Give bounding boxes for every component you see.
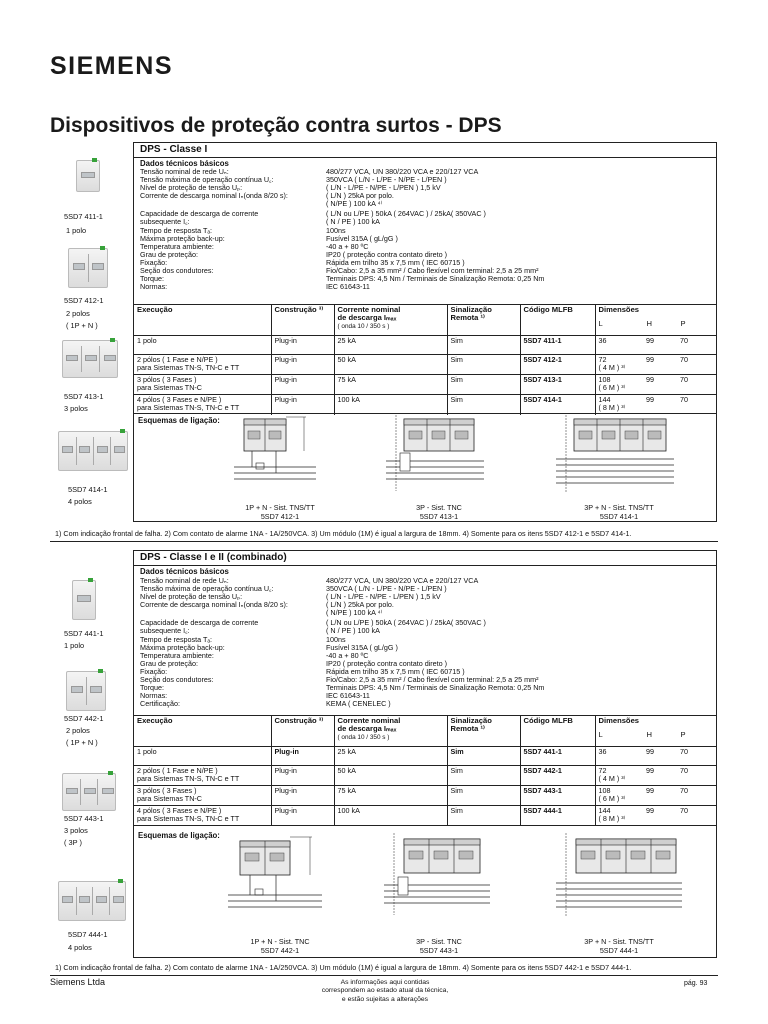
col-corrente-3: ( onda 10 / 350 s ): [337, 733, 390, 741]
diagram-caption-2: 5SD7 443-1: [419, 946, 459, 955]
esquemas-label: Esquemas de ligação:: [138, 831, 220, 840]
cell-l: [595, 336, 643, 355]
cell-h: 99: [643, 375, 677, 395]
cell-sin: Sim: [447, 336, 520, 355]
diagram-caption-1: 3P + N - Sist. TNS/TT: [584, 503, 654, 512]
l-modules: ( 8 M ) ³⁾: [598, 814, 626, 824]
table-row: [134, 786, 717, 806]
dim-h: H: [646, 730, 652, 740]
spec-value: Terminais DPS: 4,5 Nm / Terminais de Sinalização Remota: 0,25 Nm: [326, 274, 545, 283]
dim-l: L: [598, 319, 603, 329]
cell-p: 70: [677, 355, 717, 375]
diagram-caption: [384, 937, 494, 955]
cell-constr: Plug-in: [271, 395, 334, 415]
dados-title: Dados técnicos básicos: [140, 159, 229, 168]
cell-h: 99: [643, 336, 677, 355]
col-corrente-1: Corrente nominal: [337, 305, 401, 314]
cell-constr: Plug-in: [271, 336, 334, 355]
cell-l: [595, 766, 643, 786]
cell-constr: Plug-in: [271, 786, 334, 806]
cell-exec: [134, 336, 271, 355]
cell-l: [595, 747, 643, 766]
product-image-5sd7-443-1: [62, 773, 116, 811]
spec-value: 480/277 VCA, UN 380/220 VCA e 220/127 VCA: [326, 576, 479, 585]
exec-line1: 2 pólos ( 1 Fase e N/PE ): [137, 766, 218, 775]
spec-value: Rápida em trilho 35 x 7,5 mm ( IEC 60715 ): [326, 258, 465, 267]
spec-label: Seção dos condutores:: [140, 675, 214, 684]
product-code: 5SD7 412-1: [64, 296, 104, 305]
spec-value: 350VCA ( L/N - L/PE - N/PE - L/PEN ): [326, 584, 447, 593]
l-modules: ( 4 M ) ³⁾: [598, 363, 626, 373]
product-desc: 3 polos: [64, 404, 88, 413]
cell-exec: [134, 786, 271, 806]
product-code: 5SD7 414-1: [68, 485, 108, 494]
col-construcao: Construção ³⁾: [271, 716, 334, 747]
col-corrente-1: Corrente nominal: [337, 716, 401, 725]
cell-exec: [134, 355, 271, 375]
col-sinalizacao: Sinalização Remota ¹⁾: [447, 716, 520, 747]
footnotes-section2: 1) Com indicação frontal de falha. 2) Com contato de alarme 1NA - 1A/250VCA. 3) Um módulo (1M) é igual a largura de 18mm. 4) Somente para os itens 5SD7 442-1 e 5SD7 444-1.: [55, 963, 632, 972]
footer-note-1: As informações aqui contidas: [340, 979, 430, 986]
cell-corr: 75 kA: [334, 786, 447, 806]
dim-label: Dimensões: [598, 305, 640, 314]
section-rule: [50, 541, 718, 542]
exec-line2: para Sistemas TN-S, TN-C e TT: [137, 363, 240, 373]
l-value: 36: [598, 747, 607, 756]
col-corrente-2: de descarga Iₘₐₓ: [337, 724, 397, 734]
l-modules: ( 6 M ) ³⁾: [598, 383, 626, 393]
spec-label: Máxima proteção back-up:: [140, 234, 225, 243]
section-heading: DPS - Classe I e II (combinado): [134, 551, 716, 566]
table-row: [134, 766, 717, 786]
spec-label: Capacidade de descarga de corrente: [140, 618, 259, 627]
spec-label: Temperatura ambiente:: [140, 651, 214, 660]
col-execucao: Execução: [134, 305, 271, 336]
diagram-caption-1: 3P + N - Sist. TNS/TT: [584, 937, 654, 946]
cell-h: 99: [643, 395, 677, 415]
spec-value: -40 a + 80 ºC: [326, 651, 369, 660]
diagram-caption: [384, 503, 494, 521]
dim-label: Dimensões: [598, 716, 640, 725]
cell-exec: [134, 375, 271, 395]
cell-corr: 100 kA: [334, 395, 447, 415]
spec-value: ( L/N - L/PE - N/PE - L/PEN ) 1,5 kV: [326, 183, 441, 192]
spec-label: Tensão máxima de operação contínua U꜀:: [140, 584, 274, 593]
l-value: 72: [598, 355, 607, 364]
cell-l: [595, 355, 643, 375]
exec-line1: 3 pólos ( 3 Fases ): [137, 375, 197, 384]
spec-label: Capacidade de descarga de corrente: [140, 209, 259, 218]
diagram-caption-2: 5SD7 412-1: [260, 512, 300, 521]
spec-label: Fixação:: [140, 258, 168, 267]
col-construcao: Construção ³⁾: [271, 305, 334, 336]
table-row: [134, 375, 717, 395]
cell-cod: 5SD7 442-1: [520, 766, 595, 786]
spec-value: ( N / PE ) 100 kA: [326, 217, 380, 226]
cell-corr: 25 kA: [334, 336, 447, 355]
spec-label: Grau de proteção:: [140, 250, 198, 259]
table-row: [134, 747, 717, 766]
footer-note-3: e estão sujeitas a alterações: [341, 995, 429, 1003]
cell-cod: 5SD7 441-1: [520, 747, 595, 766]
cell-exec: [134, 806, 271, 826]
diagram-caption-1: 1P + N - Sist. TNC: [250, 937, 310, 946]
spec-value: KEMA ( CENELEC ): [326, 699, 391, 708]
spec-value: IP20 ( proteção contra contato direto ): [326, 250, 448, 259]
cell-constr: Plug-in: [271, 766, 334, 786]
spec-label: Tensão máxima de operação contínua U꜀:: [140, 175, 274, 184]
spec-value: IP20 ( proteção contra contato direto ): [326, 659, 448, 668]
spec-label: subsequente I꜀:: [140, 626, 190, 635]
dim-p: P: [680, 319, 686, 329]
section-heading: DPS - Classe I: [134, 143, 716, 158]
cell-constr: Plug-in: [271, 355, 334, 375]
product-image-5sd7-441-1: [72, 580, 96, 620]
col-corrente-2: de descarga Iₘₐₓ: [337, 313, 397, 323]
cell-h: 99: [643, 806, 677, 826]
spec-value: IEC 61643-11: [326, 691, 370, 700]
specs-block: [140, 568, 715, 718]
cell-p: 70: [677, 786, 717, 806]
diagram-caption-2: 5SD7 414-1: [599, 512, 639, 521]
exec-line1: 4 pólos ( 3 Fases e N/PE ): [137, 806, 222, 815]
spec-value: Fio/Cabo: 2,5 a 35 mm² / Cabo flexível com terminal: 2,5 a 25 mm²: [326, 675, 539, 684]
l-modules: ( 8 M ) ³⁾: [598, 403, 626, 413]
spec-value: ( L/N ou L/PE ) 50kA ( 264VAC ) / 25kA( 350VAC ): [326, 618, 486, 627]
cell-l: [595, 375, 643, 395]
product-desc-2: ( 3P ): [64, 838, 82, 847]
l-value: 108: [598, 786, 611, 795]
wiring-diagram-2: [370, 829, 500, 921]
wiring-diagram-3: [542, 829, 692, 921]
product-desc: 2 polos: [66, 726, 90, 735]
spec-label: Normas:: [140, 282, 168, 291]
exec-line1: 2 pólos ( 1 Fase e N/PE ): [137, 355, 218, 364]
product-desc: 1 polo: [66, 226, 87, 235]
diagram-caption-2: 5SD7 413-1: [419, 512, 459, 521]
diagram-caption-2: 5SD7 442-1: [260, 946, 300, 955]
cell-corr: 75 kA: [334, 375, 447, 395]
spec-value: -40 a + 80 ºC: [326, 242, 369, 251]
cell-p: 70: [677, 336, 717, 355]
spec-label: Corrente de descarga nominal Iₙ(onda 8/20 s):: [140, 191, 288, 200]
diagram-caption: [220, 937, 340, 955]
product-image-5sd7-442-1: [66, 671, 106, 711]
col-codigo: Código MLFB: [520, 716, 595, 747]
spec-label: Temperatura ambiente:: [140, 242, 214, 251]
cell-corr: 50 kA: [334, 355, 447, 375]
product-images-section1: [58, 145, 132, 515]
cell-cod: 5SD7 412-1: [520, 355, 595, 375]
spec-label: Torque:: [140, 274, 164, 283]
footer-company: Siemens Ltda: [50, 977, 106, 987]
section-classe-1: [133, 142, 717, 522]
cell-corr: 25 kA: [334, 747, 447, 766]
cell-h: 99: [643, 786, 677, 806]
col-execucao: Execução: [134, 716, 271, 747]
cell-l: [595, 806, 643, 826]
footer-note: [300, 979, 470, 1004]
spec-label: subsequente I꜀:: [140, 217, 190, 226]
diagram-caption-1: 3P - Sist. TNC: [416, 937, 462, 946]
cell-corr: 50 kA: [334, 766, 447, 786]
spec-label: Máxima proteção back-up:: [140, 643, 225, 652]
cell-p: 70: [677, 375, 717, 395]
cell-cod: 5SD7 411-1: [520, 336, 595, 355]
spec-label: Tempo de resposta Tₐ:: [140, 635, 213, 644]
exec-line1: 1 polo: [137, 747, 157, 756]
esquemas-label: Esquemas de ligação:: [138, 416, 220, 425]
diagram-caption-1: 3P - Sist. TNC: [416, 503, 462, 512]
product-image-5sd7-414-1: [58, 431, 128, 471]
divider: [134, 825, 717, 826]
product-code: 5SD7 444-1: [68, 930, 108, 939]
col-corrente: [334, 716, 447, 747]
diagram-caption: [564, 937, 674, 955]
spec-value: 350VCA ( L/N - L/PE - N/PE - L/PEN ): [326, 175, 447, 184]
product-desc: 3 polos: [64, 826, 88, 835]
specs-block: [140, 160, 715, 300]
product-desc: 2 polos: [66, 309, 90, 318]
spec-label: Tensão nominal de rede Uₙ:: [140, 167, 229, 176]
spec-label: Nível de proteção de tensão Uₚ:: [140, 592, 243, 601]
diagram-caption: [564, 503, 674, 521]
l-modules: ( 4 M ) ³⁾: [598, 774, 626, 784]
spec-label: Fixação:: [140, 667, 168, 676]
spec-label: Normas:: [140, 691, 168, 700]
spec-label: Seção dos condutores:: [140, 266, 214, 275]
page-number: pág. 93: [684, 980, 708, 987]
cell-exec: [134, 747, 271, 766]
cell-l: [595, 786, 643, 806]
product-images-section2: [58, 568, 132, 958]
cell-sin: Sim: [447, 355, 520, 375]
cell-h: 99: [643, 355, 677, 375]
spec-value: Fusível 315A ( gL/gG ): [326, 234, 398, 243]
exec-line2: para Sistemas TN-S, TN-C e TT: [137, 403, 240, 413]
product-desc: 4 polos: [68, 943, 92, 952]
cell-sin: Sim: [447, 747, 520, 766]
diagram-caption-2: 5SD7 444-1: [599, 946, 639, 955]
product-desc: 1 polo: [64, 641, 85, 650]
exec-line2: para Sistemas TN-C: [137, 794, 202, 804]
cell-sin: Sim: [447, 766, 520, 786]
cell-sin: Sim: [447, 806, 520, 826]
col-dimensoes: [595, 305, 717, 336]
spec-label: Tensão nominal de rede Uₙ:: [140, 576, 229, 585]
spec-value: ( L/N ) 25kA por polo.: [326, 191, 394, 200]
cell-cod: 5SD7 413-1: [520, 375, 595, 395]
col-corrente-3: ( onda 10 / 350 s ): [337, 322, 390, 330]
spec-value: Terminais DPS: 4,5 Nm / Terminais de Sinalização Remota: 0,25 Nm: [326, 683, 545, 692]
spec-value: ( L/N ou L/PE ) 50kA ( 264VAC ) / 25kA( 350VAC ): [326, 209, 486, 218]
spec-value: Fusível 315A ( gL/gG ): [326, 643, 398, 652]
spec-label: Corrente de descarga nominal Iₙ(onda 8/20 s):: [140, 600, 288, 609]
cell-p: 70: [677, 747, 717, 766]
exec-line2: para Sistemas TN-S, TN-C e TT: [137, 774, 240, 784]
cell-sin: Sim: [447, 786, 520, 806]
spec-value: ( N / PE ) 100 kA: [326, 626, 380, 635]
product-code: 5SD7 411-1: [64, 212, 103, 221]
spec-value: ( L/N ) 25kA por polo.: [326, 600, 394, 609]
wiring-diagram-3: [544, 411, 684, 501]
page-title: Dispositivos de proteção contra surtos - DPS: [50, 114, 502, 137]
table-row: [134, 355, 717, 375]
exec-line1: 1 polo: [137, 336, 157, 345]
cell-sin: Sim: [447, 395, 520, 415]
exec-line2: para Sistemas TN-S, TN-C e TT: [137, 814, 240, 824]
product-code: 5SD7 413-1: [64, 392, 104, 401]
diagram-caption-1: 1P + N - Sist. TNS/TT: [245, 503, 315, 512]
dim-h: H: [646, 319, 652, 329]
cell-h: 99: [643, 766, 677, 786]
exec-line2: para Sistemas TN-C: [137, 383, 202, 393]
dados-title: Dados técnicos básicos: [140, 567, 229, 576]
cell-constr: Plug-in: [271, 375, 334, 395]
section-classe-1-2: [133, 550, 717, 958]
cell-exec: [134, 766, 271, 786]
product-code: 5SD7 443-1: [64, 814, 104, 823]
diagram-caption: [220, 503, 340, 521]
ordering-table: [134, 715, 717, 826]
exec-line1: 3 pólos ( 3 Fases ): [137, 786, 197, 795]
col-dimensoes: [595, 716, 717, 747]
product-desc-2: ( 1P + N ): [66, 321, 98, 330]
spec-label: Certificação:: [140, 699, 180, 708]
cell-cod: 5SD7 414-1: [520, 395, 595, 415]
product-image-5sd7-413-1: [62, 340, 118, 378]
product-image-5sd7-411-1: [76, 160, 100, 192]
col-codigo: Código MLFB: [520, 305, 595, 336]
table-row: [134, 336, 717, 355]
table-row: [134, 806, 717, 826]
spec-label: Nível de proteção de tensão Uₚ:: [140, 183, 243, 192]
dim-l: L: [598, 730, 603, 740]
exec-line1: 4 pólos ( 3 Fases e N/PE ): [137, 395, 222, 404]
spec-label: Tempo de resposta Tₐ:: [140, 226, 213, 235]
spec-value: ( L/N - L/PE - N/PE - L/PEN ) 1,5 kV: [326, 592, 441, 601]
spec-label: Torque:: [140, 683, 164, 692]
product-code: 5SD7 442-1: [64, 714, 104, 723]
spec-value: Rápida em trilho 35 x 7,5 mm ( IEC 60715 ): [326, 667, 465, 676]
product-image-5sd7-412-1: [68, 248, 108, 288]
wiring-diagram-2: [374, 411, 494, 501]
spec-label: Grau de proteção:: [140, 659, 198, 668]
cell-cod: 5SD7 444-1: [520, 806, 595, 826]
cell-sin: Sim: [447, 375, 520, 395]
footer-note-2: correspondem ao estado atual da técnica,: [321, 987, 449, 995]
l-value: 108: [598, 375, 611, 384]
cell-cod: 5SD7 443-1: [520, 786, 595, 806]
cell-h: 99: [643, 747, 677, 766]
footnotes-section1: 1) Com indicação frontal de falha. 2) Com contato de alarme 1NA - 1A/250VCA. 3) Um módulo (1M) é igual a largura de 18mm. 4) Somente para os itens 5SD7 412-1 e 5SD7 414-1.: [55, 529, 632, 538]
l-value: 72: [598, 766, 607, 775]
spec-value: 100ns: [326, 226, 346, 235]
product-code: 5SD7 441-1: [64, 629, 104, 638]
dim-p: P: [680, 730, 686, 740]
cell-p: 70: [677, 806, 717, 826]
cell-constr: Plug-in: [271, 747, 334, 766]
wiring-diagram-1: [222, 829, 332, 921]
spec-value: ( N/PE ) 100 kA ⁴⁾: [326, 608, 383, 617]
col-corrente: [334, 305, 447, 336]
product-desc: 4 polos: [68, 497, 92, 506]
ordering-table: [134, 304, 717, 415]
siemens-logo: SIEMENS: [50, 52, 174, 80]
cell-constr: Plug-in: [271, 806, 334, 826]
spec-value: IEC 61643-11: [326, 282, 370, 291]
product-desc-2: ( 1P + N ): [66, 738, 98, 747]
l-value: 144: [598, 806, 611, 815]
product-image-5sd7-444-1: [58, 881, 126, 921]
cell-corr: 100 kA: [334, 806, 447, 826]
spec-value: Fio/Cabo: 2,5 a 35 mm² / Cabo flexível com terminal: 2,5 a 25 mm²: [326, 266, 539, 275]
cell-p: 70: [677, 395, 717, 415]
l-value: 144: [598, 395, 611, 404]
wiring-diagram-1: [226, 411, 326, 501]
footer-rule: [50, 975, 718, 976]
spec-value: 480/277 VCA, UN 380/220 VCA e 220/127 VCA: [326, 167, 479, 176]
l-modules: ( 6 M ) ³⁾: [598, 794, 626, 804]
l-value: 36: [598, 336, 607, 345]
spec-value: ( N/PE ) 100 kA ⁴⁾: [326, 199, 383, 208]
cell-p: 70: [677, 766, 717, 786]
spec-value: 100ns: [326, 635, 346, 644]
col-sinalizacao: Sinalização Remota ¹⁾: [447, 305, 520, 336]
